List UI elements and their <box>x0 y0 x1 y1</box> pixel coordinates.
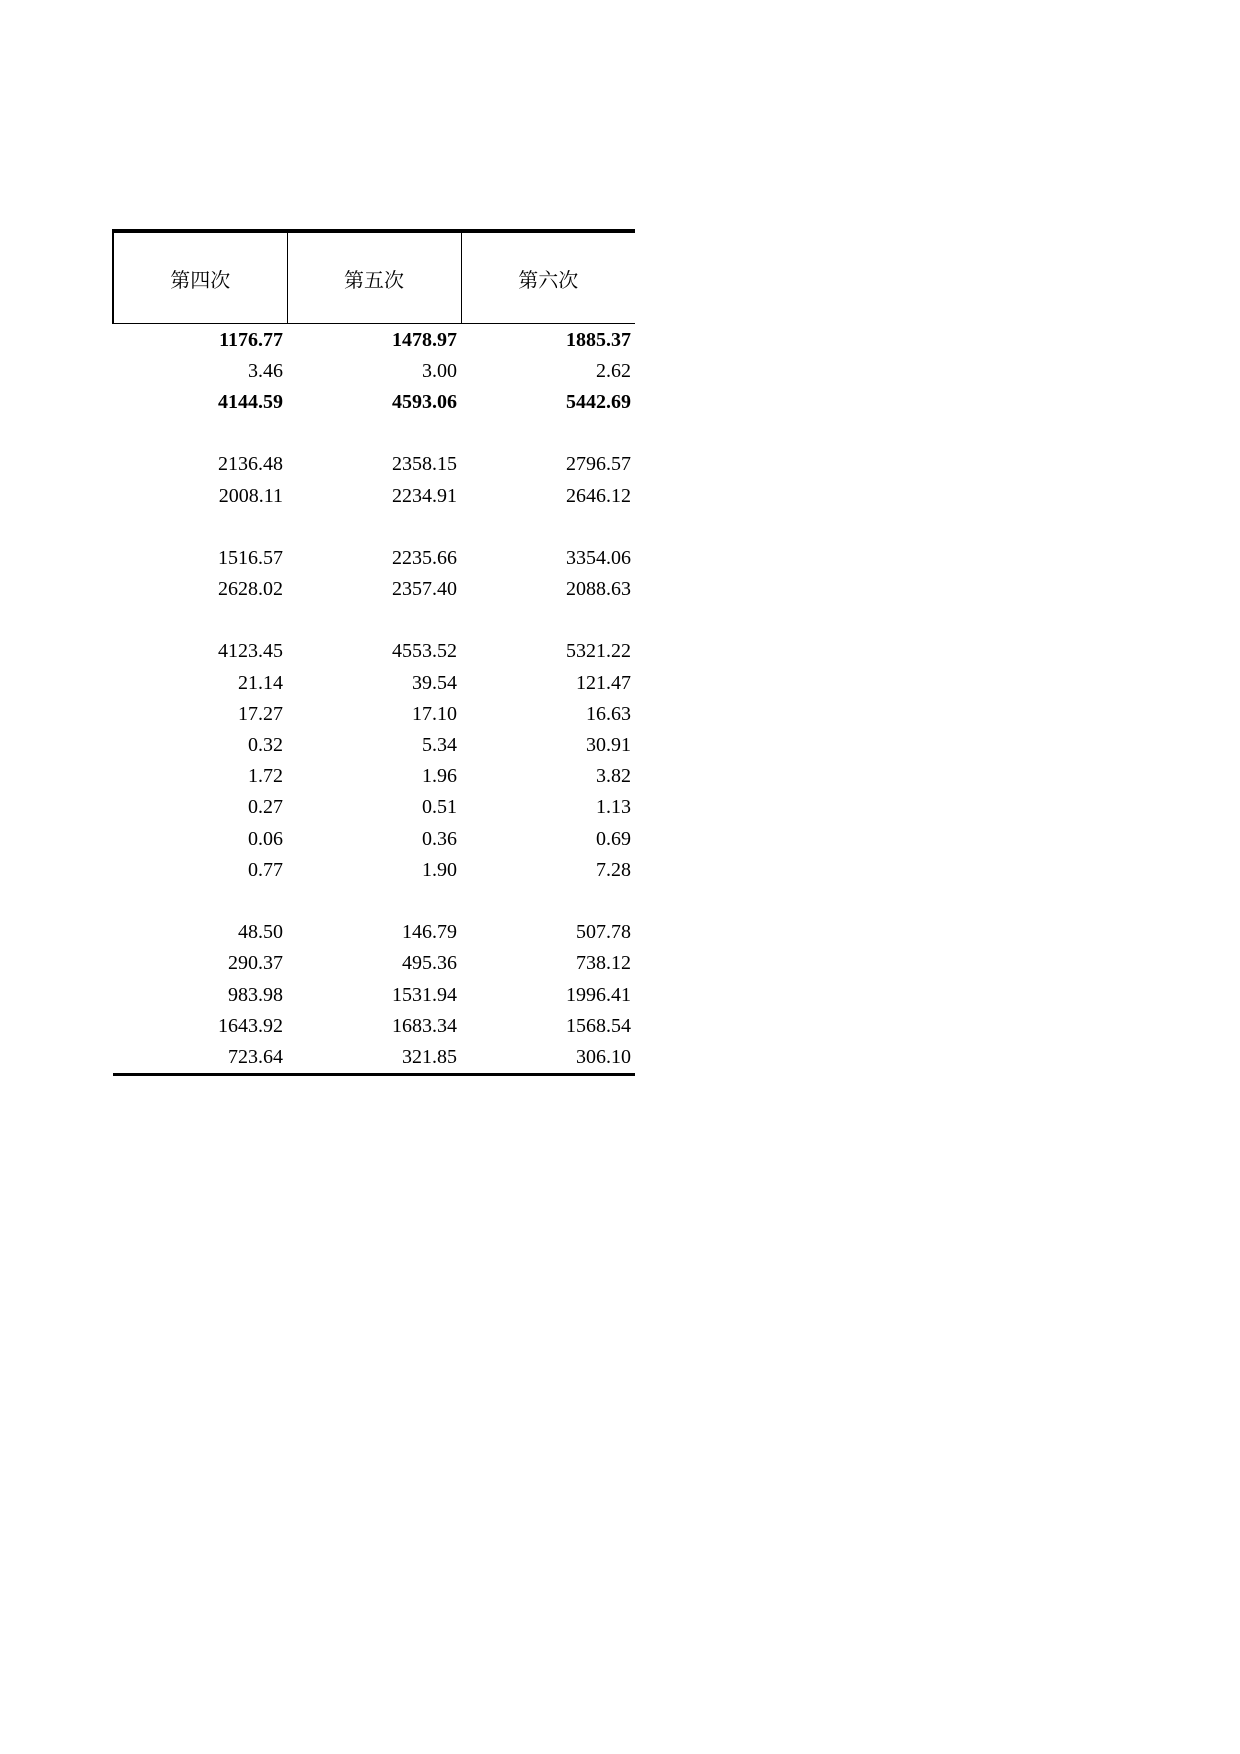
table-cell: 2357.40 <box>392 578 457 601</box>
table-cell <box>113 511 287 542</box>
table-cell <box>461 605 635 636</box>
table-cell: 0.69 <box>596 827 631 850</box>
table-cell: 1885.37 <box>566 328 631 351</box>
table-row <box>113 418 635 449</box>
table-cell: 0.06 <box>248 827 283 850</box>
table-row <box>113 542 635 573</box>
table-cell: 1996.41 <box>566 983 631 1006</box>
table-row <box>113 324 635 356</box>
table-row <box>113 729 635 760</box>
table-row <box>113 761 635 792</box>
table-cell: 30.91 <box>586 734 631 757</box>
table-cell: 1683.34 <box>392 1014 457 1037</box>
table-cell <box>287 418 461 449</box>
table-row <box>113 574 635 605</box>
table-cell: 0.27 <box>248 796 283 819</box>
table-cell: 4593.06 <box>392 390 457 413</box>
table-row <box>113 792 635 823</box>
table-row <box>113 1041 635 1074</box>
table-row <box>113 511 635 542</box>
table-cell: 121.47 <box>576 671 631 694</box>
table-header <box>113 231 635 324</box>
table-cell: 0.77 <box>248 858 283 881</box>
table-cell: 1531.94 <box>392 983 457 1006</box>
table-row <box>113 355 635 386</box>
table-cell: 2136.48 <box>218 453 283 476</box>
census-data-table-container <box>112 229 634 1076</box>
table-row <box>113 948 635 979</box>
table-cell: 290.37 <box>228 952 283 975</box>
table-cell: 2008.11 <box>218 484 283 507</box>
table-cell <box>461 511 635 542</box>
table-cell: 0.51 <box>422 796 457 819</box>
table-row <box>113 1010 635 1041</box>
table-cell <box>287 511 461 542</box>
table-cell: 4144.59 <box>218 390 283 413</box>
table-cell: 983.98 <box>228 983 283 1006</box>
table-row <box>113 480 635 511</box>
table-cell: 2234.91 <box>392 484 457 507</box>
table-row <box>113 698 635 729</box>
table-row <box>113 854 635 885</box>
table-cell: 0.32 <box>248 734 283 757</box>
table-row <box>113 885 635 916</box>
column-header-fourth: 第四次 <box>113 231 287 324</box>
table-row <box>113 979 635 1010</box>
table-row <box>113 449 635 480</box>
table-cell: 1.72 <box>248 765 283 788</box>
column-header-sixth: 第六次 <box>461 231 635 324</box>
table-cell: 16.63 <box>586 702 631 725</box>
table-cell: 0.36 <box>422 827 457 850</box>
table-cell: 2646.12 <box>566 484 631 507</box>
table-cell: 2088.63 <box>566 578 631 601</box>
table-cell <box>461 885 635 916</box>
table-cell: 507.78 <box>576 921 631 944</box>
table-cell: 4553.52 <box>392 640 457 663</box>
table-cell: 3.46 <box>248 359 283 382</box>
table-row <box>113 823 635 854</box>
table-cell <box>113 605 287 636</box>
table-cell <box>113 885 287 916</box>
table-cell: 2358.15 <box>392 453 457 476</box>
table-cell: 738.12 <box>576 952 631 975</box>
table-cell: 1568.54 <box>566 1014 631 1037</box>
table-cell: 2.62 <box>596 359 631 382</box>
table-cell: 39.54 <box>412 671 457 694</box>
header-row <box>113 231 635 324</box>
table-cell: 146.79 <box>402 921 457 944</box>
table-cell: 21.14 <box>238 671 283 694</box>
table-cell <box>113 418 287 449</box>
table-cell: 2628.02 <box>218 578 283 601</box>
table-cell: 1478.97 <box>392 328 457 351</box>
table-cell: 306.10 <box>461 1041 635 1074</box>
table-cell: 1.96 <box>422 765 457 788</box>
table-row <box>113 386 635 417</box>
table-cell <box>287 605 461 636</box>
table-cell: 1176.77 <box>219 328 283 351</box>
table-cell <box>287 885 461 916</box>
table-row <box>113 667 635 698</box>
table-cell: 5.34 <box>422 734 457 757</box>
table-cell: 2235.66 <box>392 546 457 569</box>
table-cell: 5321.22 <box>566 640 631 663</box>
table-cell: 2796.57 <box>566 453 631 476</box>
table-cell: 723.64 <box>113 1041 287 1074</box>
table-cell: 3.00 <box>422 359 457 382</box>
table-cell: 5442.69 <box>566 390 631 413</box>
table-cell <box>461 418 635 449</box>
table-body <box>113 324 635 1075</box>
table-cell: 321.85 <box>287 1041 461 1074</box>
table-cell: 1.13 <box>596 796 631 819</box>
table-cell: 3.82 <box>596 765 631 788</box>
table-row <box>113 917 635 948</box>
table-row <box>113 605 635 636</box>
table-row <box>113 636 635 667</box>
table-cell: 48.50 <box>238 921 283 944</box>
table-cell: 1.90 <box>422 858 457 881</box>
table-cell: 495.36 <box>402 952 457 975</box>
table-cell: 17.10 <box>412 702 457 725</box>
table-cell: 1516.57 <box>218 546 283 569</box>
table-cell: 17.27 <box>238 702 283 725</box>
table-cell: 3354.06 <box>566 546 631 569</box>
census-data-table <box>112 229 635 1076</box>
table-cell: 4123.45 <box>218 640 283 663</box>
table-cell: 1643.92 <box>218 1014 283 1037</box>
table-cell: 7.28 <box>596 858 631 881</box>
column-header-fifth: 第五次 <box>287 231 461 324</box>
